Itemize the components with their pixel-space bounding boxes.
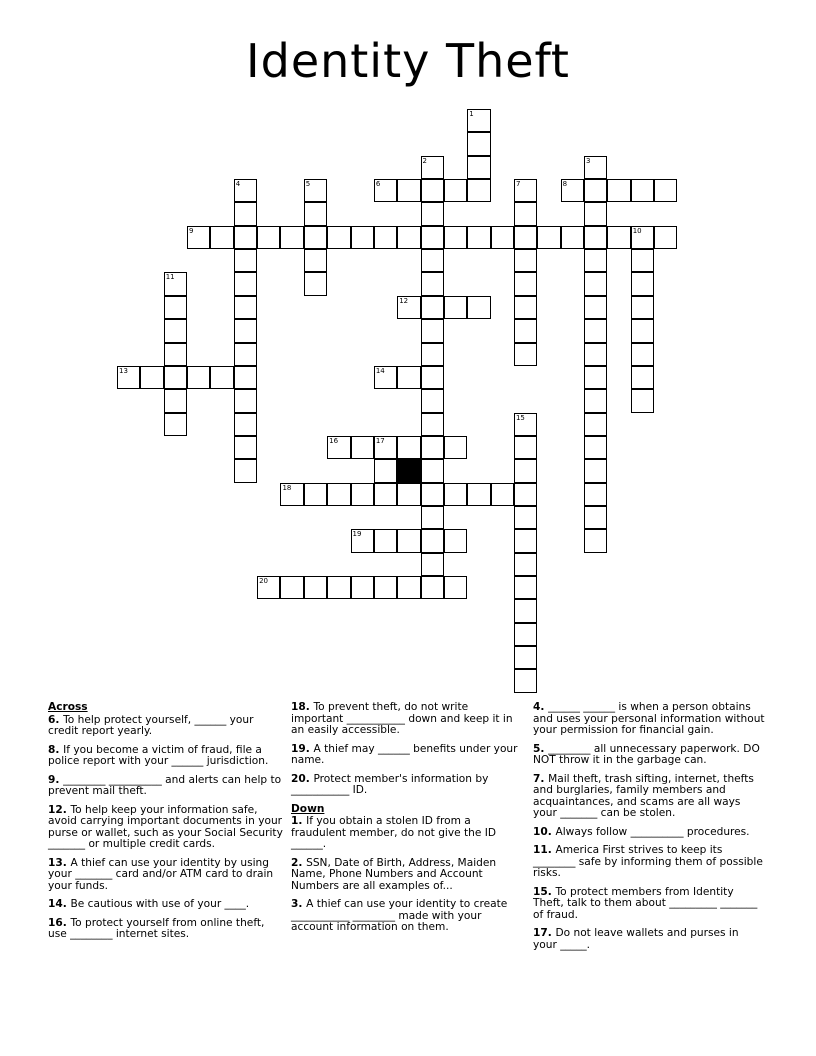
grid-cell[interactable] [421,529,444,552]
grid-cell[interactable] [514,623,537,646]
grid-cell[interactable] [304,226,327,249]
grid-cell[interactable] [631,319,654,342]
grid-cell[interactable] [514,646,537,669]
grid-cell[interactable] [467,226,490,249]
clue-text: Always follow __________ procedures. [555,825,750,838]
grid-cell[interactable] [584,202,607,225]
grid-cell[interactable] [491,226,514,249]
grid-cell[interactable] [234,296,257,319]
grid-cell[interactable] [421,179,444,202]
clue-item [533,702,765,737]
clue-number: 15. [533,885,556,898]
grid-cell[interactable] [234,226,257,249]
clue-number-label: 7 [515,180,521,189]
grid-cell[interactable] [584,459,607,482]
grid-cell[interactable] [234,343,257,366]
grid-cell[interactable] [421,272,444,295]
grid-cell[interactable] [234,319,257,342]
clue-number: 2. [291,856,307,869]
puzzle-title: Identity Theft [246,34,570,88]
clue-item [48,715,283,738]
clue-number: 7. [533,772,549,785]
clue-item [533,744,765,767]
clue-item [291,744,523,767]
clue-item [533,774,765,820]
grid-cell[interactable] [257,576,280,599]
clue-text: Do not leave wallets and purses in your _____. [533,927,739,951]
grid-cell[interactable] [421,319,444,342]
grid-cell[interactable] [584,272,607,295]
clue-item [48,918,283,941]
grid-cell[interactable] [234,389,257,412]
grid-cell[interactable] [164,343,187,366]
grid-cell[interactable] [584,319,607,342]
clue-text: If you become a victim of fraud, file a police report with your ______ jurisdiction. [48,743,269,767]
grid-cell[interactable] [631,343,654,366]
clue-number-label: 16 [329,436,339,445]
grid-cell[interactable] [584,296,607,319]
grid-cell[interactable] [421,202,444,225]
across-clues-list [48,715,283,941]
clue-text: Protect member's information by ___________ ID. [291,772,489,796]
grid-cell[interactable] [327,436,350,459]
grid-cell[interactable] [397,436,420,459]
grid-cell[interactable] [444,179,467,202]
clue-number-label: 8 [562,180,568,189]
grid-cell[interactable] [491,483,514,506]
clue-number-label: 9 [189,226,194,235]
clue-number-label: 11 [165,273,175,282]
grid-cell[interactable] [631,179,654,202]
grid-cell[interactable] [584,506,607,529]
clue-item [291,702,523,737]
grid-cell[interactable] [304,249,327,272]
grid-cell[interactable] [584,413,607,436]
grid-cell[interactable] [397,226,420,249]
grid-cell[interactable] [421,436,444,459]
grid-cell[interactable] [164,389,187,412]
grid-cell[interactable] [421,413,444,436]
clue-item [291,816,523,851]
grid-cell[interactable] [514,249,537,272]
grid-cell[interactable] [514,413,537,436]
grid-cell[interactable] [654,179,677,202]
clue-text: To help keep your information safe, avoid carrying important documents in your purse or wallet, such as your Social Security _______ or multiple credit cards. [48,803,283,850]
grid-cell[interactable] [397,483,420,506]
clue-number: 19. [291,742,314,755]
clue-item [291,774,523,797]
clue-item [48,775,283,798]
clue-number-label: 15 [515,413,525,422]
grid-cell[interactable] [444,436,467,459]
grid-cell[interactable] [607,179,630,202]
grid-cell[interactable] [257,226,280,249]
grid-cell[interactable] [374,366,397,389]
grid-cell[interactable] [467,132,490,155]
grid-cell[interactable] [397,179,420,202]
grid-cell[interactable] [421,343,444,366]
grid-cell[interactable] [514,226,537,249]
grid-cell[interactable] [467,156,490,179]
grid-cell[interactable] [514,576,537,599]
clue-number-label: 6 [375,180,381,189]
grid-cell[interactable] [514,483,537,506]
grid-cell[interactable] [397,529,420,552]
grid-cell[interactable] [514,296,537,319]
grid-cell[interactable] [584,436,607,459]
grid-cell[interactable] [421,296,444,319]
grid-cell[interactable] [351,226,374,249]
grid-cell[interactable] [514,553,537,576]
clue-text: A thief may ______ benefits under your name. [291,742,518,766]
grid-cell[interactable] [514,343,537,366]
grid-cell[interactable] [164,272,187,295]
grid-cell[interactable] [514,506,537,529]
clue-number-label: 5 [305,180,311,189]
grid-cell[interactable] [514,436,537,459]
grid-cell[interactable] [421,156,444,179]
clue-number-label: 20 [259,577,269,585]
clue-number: 8. [48,743,64,756]
grid-cell[interactable] [631,272,654,295]
grid-cell[interactable] [351,436,374,459]
grid-cell[interactable] [280,576,303,599]
grid-cell[interactable] [584,529,607,552]
grid-cell[interactable] [631,366,654,389]
grid-cell[interactable] [374,226,397,249]
clue-text: Be cautious with use of your ____. [70,898,250,910]
clue-item [533,845,765,880]
grid-cell[interactable] [210,366,233,389]
clue-number-label: 17 [375,436,385,445]
grid-cell[interactable] [514,202,537,225]
grid-cell[interactable] [421,576,444,599]
clue-number: 18. [291,701,314,713]
grid-cell[interactable] [234,413,257,436]
grid-cell[interactable] [421,226,444,249]
clue-number-label: 2 [422,156,428,165]
clue-number: 12. [48,803,71,816]
clue-column-3 [533,702,765,958]
grid-cell[interactable] [327,576,350,599]
grid-cell[interactable] [164,296,187,319]
grid-cell[interactable] [140,366,163,389]
grid-cell[interactable] [397,366,420,389]
grid-cell[interactable] [584,156,607,179]
grid-cell[interactable] [584,226,607,249]
grid-cell[interactable] [397,576,420,599]
grid-cell[interactable] [444,529,467,552]
grid-cell[interactable] [234,459,257,482]
clue-number: 10. [533,825,556,838]
clue-column-2 [291,702,523,941]
grid-cell[interactable] [304,272,327,295]
grid-cell[interactable] [514,179,537,202]
clue-number-label: 1 [469,110,474,118]
grid-cell[interactable] [234,436,257,459]
grid-cell[interactable] [631,226,654,249]
grid-cell[interactable] [537,226,560,249]
clue-number: 14. [48,898,71,910]
grid-cell[interactable] [164,413,187,436]
grid-cell[interactable] [421,389,444,412]
across-header: Across [48,701,88,713]
clue-item [533,827,765,839]
grid-cell[interactable] [304,483,327,506]
grid-cell[interactable] [304,179,327,202]
clue-text: A thief can use your identity to create ___________ ________ made with your account information on them. [291,898,508,933]
grid-cell[interactable] [444,576,467,599]
grid-cell[interactable] [304,202,327,225]
grid-cell[interactable] [561,226,584,249]
grid-cell[interactable] [631,296,654,319]
grid-cell[interactable] [374,179,397,202]
clue-number-label: 10 [632,226,642,235]
grid-cell[interactable] [187,366,210,389]
clue-text: To help protect yourself, ______ your credit report yearly. [48,713,254,737]
grid-cell[interactable] [654,226,677,249]
grid-cell[interactable] [374,576,397,599]
grid-cell[interactable] [280,483,303,506]
clue-item [48,805,283,851]
grid-cell[interactable] [234,272,257,295]
clue-text: If you obtain a stolen ID from a fraudulent member, do not give the ID ______. [291,815,497,850]
across-clues-list-cont [291,702,523,797]
clue-number-label: 13 [119,366,128,375]
grid-cell[interactable] [210,226,233,249]
grid-cell[interactable] [280,226,303,249]
clue-text: To protect members from Identity Theft, talk to them about _________ _______ of fraud. [533,885,758,921]
down-clues-list [291,816,523,934]
grid-cell[interactable] [374,459,397,482]
grid-cell[interactable] [514,669,537,692]
clue-number: 17. [533,927,556,939]
grid-cell[interactable] [631,249,654,272]
grid-cell[interactable] [234,366,257,389]
clue-item [291,858,523,893]
clue-text: ________ all unnecessary paperwork. DO NOT throw it in the garbage can. [533,742,760,766]
black-cell [397,459,420,482]
grid-cell[interactable] [444,296,467,319]
grid-cell[interactable] [584,343,607,366]
grid-cell[interactable] [561,179,584,202]
clue-number: 13. [48,856,71,869]
grid-cell[interactable] [164,366,187,389]
clue-item [48,745,283,768]
grid-cell[interactable] [444,483,467,506]
clue-number-label: 19 [352,530,362,539]
grid-cell[interactable] [631,389,654,412]
clue-number: 6. [48,713,64,726]
clue-number: 1. [291,815,307,827]
clue-number: 11. [533,844,556,856]
grid-cell[interactable] [584,366,607,389]
grid-cell[interactable] [514,599,537,622]
clue-item [48,858,283,893]
grid-cell[interactable] [467,179,490,202]
grid-cell[interactable] [514,272,537,295]
grid-cell[interactable] [327,226,350,249]
grid-cell[interactable] [467,109,490,132]
grid-cell[interactable] [421,553,444,576]
clue-item [533,928,765,951]
down-header: Down [291,802,325,815]
down-clues-list-cont [533,702,765,951]
clue-number: 3. [291,898,307,910]
grid-cell[interactable] [584,179,607,202]
clue-item [48,899,283,911]
grid-cell[interactable] [351,483,374,506]
grid-cell[interactable] [607,226,630,249]
clue-number-label: 12 [399,296,409,305]
grid-cell[interactable] [187,226,210,249]
grid-cell[interactable] [514,529,537,552]
grid-cell[interactable] [351,529,374,552]
grid-cell[interactable] [234,249,257,272]
clue-number: 5. [533,742,549,755]
clue-number: 16. [48,916,71,929]
grid-cell[interactable] [234,202,257,225]
grid-cell[interactable] [421,483,444,506]
clue-column-1 [48,702,283,948]
grid-cell[interactable] [164,319,187,342]
clue-text: SSN, Date of Birth, Address, Maiden Name, Phone Numbers and Account Numbers are all examples of... [291,856,497,892]
clue-number: 4. [533,701,549,713]
clue-text: A thief can use your identity by using your _______ card and/or ATM card to drain your funds. [48,856,274,892]
clue-item [533,887,765,922]
clue-text: To protect yourself from online theft, use ________ internet sites. [48,916,265,940]
grid-cell[interactable] [584,249,607,272]
grid-cell[interactable] [234,179,257,202]
grid-cell[interactable] [467,296,490,319]
grid-cell[interactable] [421,506,444,529]
grid-cell[interactable] [421,459,444,482]
grid-cell[interactable] [514,459,537,482]
grid-cell[interactable] [304,576,327,599]
clue-text: ________ __________ and alerts can help to prevent mail theft. [48,773,282,797]
grid-cell[interactable] [374,483,397,506]
clue-item [291,899,523,934]
grid-cell[interactable] [514,319,537,342]
clue-text: America First strives to keep its ________ safe by informing them of possible risks. [533,844,763,879]
grid-cell[interactable] [584,389,607,412]
clue-number: 20. [291,772,314,785]
clue-number-label: 3 [586,156,591,165]
grid-cell[interactable] [421,366,444,389]
clue-number-label: 4 [235,180,241,189]
clue-text: ______ ______ is when a person obtains and uses your personal information without your permission for financial gain. [533,701,765,736]
clue-number-label: 14 [375,366,385,375]
grid-cell[interactable] [584,483,607,506]
grid-cell[interactable] [467,483,490,506]
grid-cell[interactable] [327,483,350,506]
clue-text: To prevent theft, do not write important ___________ down and keep it in an easily accessible. [291,701,513,736]
grid-cell[interactable] [444,226,467,249]
clue-text: Mail theft, trash sifting, internet, thefts and burglaries, family members and acquaintances, and scams are all ways your _______ can be stolen. [533,772,754,819]
clue-number: 9. [48,773,64,786]
grid-cell[interactable] [421,249,444,272]
grid-cell[interactable] [374,529,397,552]
grid-cell[interactable] [374,436,397,459]
grid-cell[interactable] [397,296,420,319]
clue-number-label: 18 [282,483,292,492]
grid-cell[interactable] [351,576,374,599]
grid-cell[interactable] [117,366,140,389]
